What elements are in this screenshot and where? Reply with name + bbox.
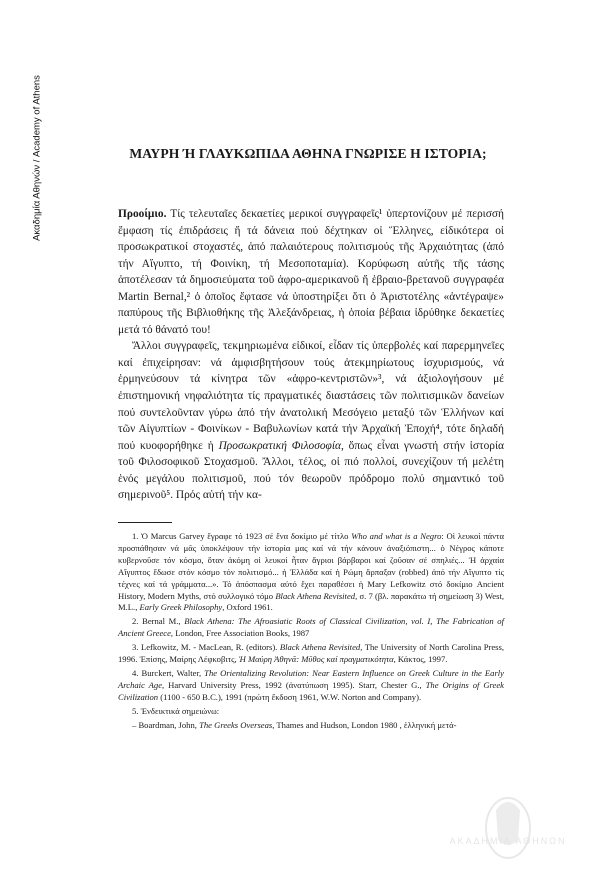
footnote-italic: Early Greek Philosophy — [139, 602, 223, 613]
footnote-italic: Ἡ Μαύρη Ἀθηνᾶ: Μῦθος καί πραγματικότητα — [238, 654, 394, 665]
footnote-text: (1100 - 650 B.C.), 1991 (πρώτη ἔκδοση 1961, W.W. Norton and Company). — [158, 691, 422, 702]
main-text — [118, 206, 504, 504]
paragraph-2-text-a: Ἄλλοι συγγραφεῖς, τεκμηριωμένα εἰδικοί, εἶδαν τίς ὑπερβολές καί παρερμηνεῖες καί ἐπιχείρησαν: νά ἀμφισβητήσουν τούς ἀτεκμηρίωτους ἰσχυρισμούς, νά ἑρμηνεύσουν τά κίνητρα τῶν «ἀφρο-κεντριστῶν»³, νά ἀξιολογήσουν μέ ἐπιστημονική νηφαλιότητα τίς πραγματικές διαστάσεις τῶν πολιτισμικῶν δανείων πού συντελοῦνταν γύρω ἀπό τήν ἀνατολική Μεσόγειο μεταξύ τῶν Ἑλλήνων καί τῶν Αἰγυπτίων - Φοινίκων - Βαβυλωνίων κατά τήν Ἀρχαϊκή Ἐποχή⁴, τότε δηλαδή πού κυοφορήθηκε ἡ — [118, 340, 504, 452]
footnote-rule — [118, 522, 172, 523]
footnote-4 — [118, 668, 504, 704]
footnote-text: 1. Ὁ Marcus Garvey ἔγραφε τό 1923 σέ ἕνα δοκίμιο μέ τίτλο — [132, 531, 352, 541]
footnote-text: 3. Lefkowitz, M. - MacLean, R. (editors). — [132, 642, 280, 653]
footnotes — [118, 531, 504, 734]
paragraph-2 — [118, 338, 504, 503]
footnote-italic: Black Athena Revisited — [275, 590, 356, 601]
paragraph-2-text-b: , ὅπως εἶναι γνωστή στήν ἱστορία τοῦ Φιλοσοφικοῦ Στοχασμοῦ. Ἄλλοι, τέλος, οἱ πιό πολλοί, συνεχίζουν τή μελέτη ἑνός μεγάλου πολιτισμοῦ, πού τόν θεωροῦν πρόδρομο πολύ σημαντικό τοῦ σημερινοῦ⁵. Πρός αὐτή τήν κα- — [118, 439, 504, 502]
footnote-italic: The Orientalizing Revolution: Near Eastern Influence on Greek Culture in the Early Archaic Age — [118, 667, 504, 690]
footnote-text: : Οἱ λευκοί πάντα προσπάθησαν νά μᾶς ὑποκλέψουν τήν ἱστορία μας καί νά τήν κάνουν ἀναξιόπιστη... ὁ Νέγρος κάποτε κυβερνοῦσε τόν κόσμο, ὅταν ἀκόμη οἱ λευκοί ἦταν ἄγριοι βάρβαροι καί ζοῦσαν σέ σπηλιές... Ἡ ἀρχαία Αἴγυπτος ἔδωσε στόν κόσμο τόν πολιτισμό... ἡ Ἑλλάδα καί ἡ Ρώμη ἅρπαξαν (robbed) ἀπό τήν Αἴγυπτο τίς τέχνες καί τά γράμματα...». Τό ἀπόσπασμα αὐτό ἔχει παραθέσει ἡ Mary Lefkowitz στό δοκίμιο Ancient History, Modern Myths, στό συλλογικό τόμο — [118, 531, 504, 601]
paragraph-1-text: Τίς τελευταῖες δεκαετίες μερικοί συγγραφεῖς¹ ὑπερτονίζουν μέ περισσή ἔμφαση τίς ἐπιδράσεις ἤ τά δάνεια πού δέχτηκαν οἱ Ἕλληνες, εἰδικότερα οἱ προσωκρατικοί στοχαστές, ἀπό παλαιότερους πολιτισμούς τῆς Ἀρχαιότητας (ἀπό τήν Αἴγυπτο, τή Φοινίκη, τή Μεσοποταμία). Κορύφωση αὐτῆς τῆς τάσης ἀποτέλεσαν τά δημοσιεύματα τοῦ ἀφρο-αμερικανοῦ ἤ ἑβραιο-βρετανοῦ συγγραφέα Martin Bernal,² ὁ ὁποῖος ἔφτασε νά ὑποστηρίξει ὅτι ὁ Ἀριστοτέλης «ἀντέγραψε» παπύρους τῆς Βιβλιοθήκης τῆς Ἀλεξάνδρειας, ἡ ὁποία βέβαια ἱδρύθηκε δεκαετίες μετά τό θάνατό του! — [118, 208, 504, 336]
chapter-title: ΜΑΥΡΗ Ή ΓΛΑΥΚΩΠΙΔΑ ΑΘΗΝΑ ΓΝΩΡΙΣΕ Η ΙΣΤΟΡΙΑ; — [129, 146, 487, 161]
footnote-5-item — [118, 720, 504, 732]
footnote-text: , Thames and Hudson, London 1980 , ἑλληνική μετά- — [272, 719, 457, 730]
footnote-text: , Oxford 1961. — [222, 602, 273, 613]
footnote-2 — [118, 616, 504, 640]
footnote-text: 4. Burckert, Walter, — [132, 667, 205, 678]
footnote-italic: Black Athena Revisited — [279, 642, 361, 653]
footnote-5: 5. Ἐνδεικτικά σημειώνω: — [132, 705, 220, 716]
footnote-text: , Κάκτος, 1997. — [393, 654, 448, 665]
paragraph-2-emphasis: Προσωκρατική Φιλοσοφία — [218, 439, 341, 452]
footnote-3 — [118, 642, 504, 666]
academy-seal-icon — [448, 780, 568, 880]
academy-side-label-text: Ακαδημία Αθηνών / Academy of Athens — [31, 74, 43, 241]
footnote-italic: Who and what is a Negro — [351, 531, 442, 541]
paragraph-lead: Προοίμιο. — [118, 208, 167, 220]
academy-side-label — [30, 45, 44, 270]
footnote-italic: The Origins of Greek Civilization — [118, 679, 504, 702]
footnote-text: , London, Free Association Books, 1987 — [170, 628, 310, 639]
footnote-text: , Harvard University Press, 1992 (ἀνατύπωση 1995). Starr, Chester G., — [162, 679, 426, 690]
footnote-text: – Boardman, John, — [132, 719, 200, 730]
footnote-text: , σ. 7 (βλ. παρακάτω τή σημείωση 3) West, M.L., — [118, 590, 504, 613]
footnote-1 — [118, 531, 504, 614]
academy-watermark — [448, 780, 568, 880]
footnote-italic: Black Athena: The Afroasiatic Roots of Classical Civilization, vol. I, The Fabrication of Ancient Greece — [118, 616, 504, 639]
footnote-text: , The University of North Carolina Press, 1996. Ἐπίσης, Μαίρης Λέφκοβιτς, — [118, 642, 504, 665]
footnote-text: 2. Bernal M., — [132, 616, 185, 627]
paragraph-1 — [118, 206, 504, 338]
footnote-italic: The Greeks Overseas — [199, 719, 273, 730]
watermark-text: ΑΚΑΔΗΜΙΑ ΑΘΗΝΩΝ — [449, 836, 567, 846]
